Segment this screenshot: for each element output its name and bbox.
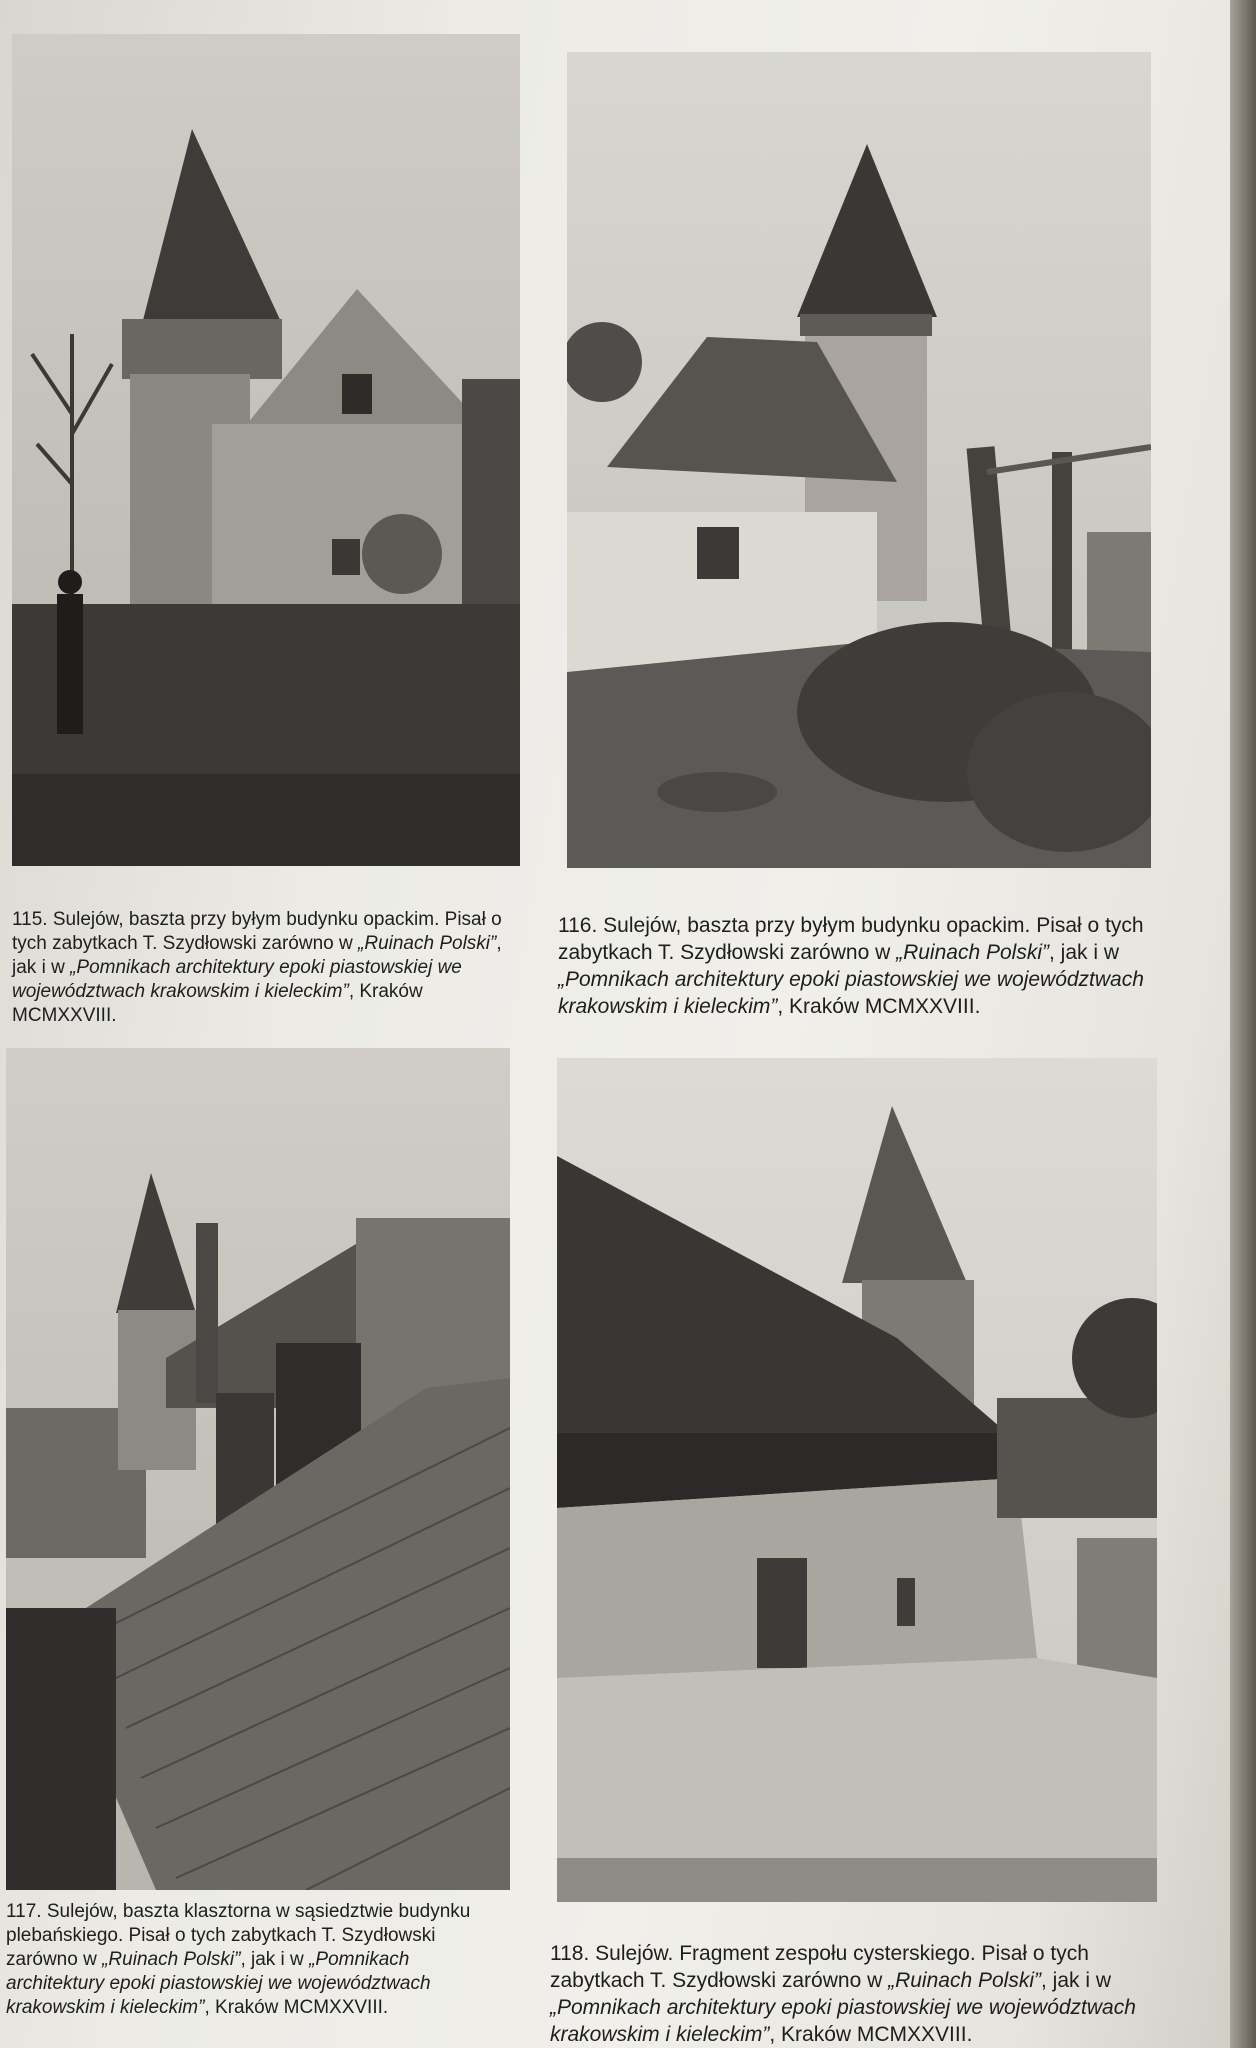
caption-text: Sulejów. Fragment zespołu cysterskiego. Pisał o tych zabytkach T. Szydłowski zarówno w: [550, 1942, 1089, 1992]
caption-text: , Kraków MCMXXVIII.: [12, 981, 423, 1026]
caption-title: „Ruinach Polski”: [896, 941, 1049, 964]
caption-text: , jak i w: [1040, 1969, 1111, 1992]
caption-text: , jak i w: [1048, 941, 1119, 964]
caption-text: , Kraków MCMXXVIII.: [204, 1997, 389, 2018]
caption-number: 117.: [6, 1901, 42, 1922]
caption-118: [550, 1940, 1170, 2048]
caption-title: „Ruinach Polski”: [102, 1949, 241, 1970]
caption-117: [6, 1900, 510, 2020]
caption-number: 115.: [12, 909, 48, 930]
photo-118: [557, 1058, 1157, 1902]
photo-117: [6, 1048, 510, 1890]
caption-title: „Pomnikach architektury epoki piastowskiej we województwach krakowskim i kieleckim”: [12, 957, 462, 1002]
caption-text: , Kraków MCMXXVIII.: [769, 2023, 973, 2046]
caption-title: „Ruinach Polski”: [358, 933, 497, 954]
caption-text: Sulejów, baszta przy byłym budynku opackim. Pisał o tych zabytkach T. Szydłowski zarówno w: [558, 914, 1144, 964]
caption-text: , Kraków MCMXXVIII.: [777, 995, 981, 1018]
caption-116: [558, 912, 1156, 1020]
caption-text: Sulejów, baszta klasztorna w sąsiedztwie budynku plebańskiego. Pisał o tych zabytkach T. Szydłowski zarówno w: [6, 1901, 471, 1970]
caption-text: , jak i w: [12, 933, 502, 978]
page-edge: [1230, 0, 1256, 2048]
caption-title: „Pomnikach architektury epoki piastowskiej we województwach krakowskim i kieleckim”: [558, 968, 1144, 1018]
photo-116: [567, 52, 1151, 868]
caption-title: „Pomnikach architektury epoki piastowskiej we województwach krakowskim i kieleckim”: [550, 1996, 1136, 2046]
caption-115: [12, 908, 522, 1028]
caption-number: 118.: [550, 1942, 590, 1965]
caption-text: , jak i w: [240, 1949, 310, 1970]
caption-title: „Ruinach Polski”: [888, 1969, 1041, 1992]
caption-number: 116.: [558, 914, 598, 937]
caption-text: Sulejów, baszta przy byłym budynku opackim. Pisał o tych zabytkach T. Szydłowski zarówno w: [12, 909, 502, 954]
photo-115: [12, 34, 520, 866]
caption-title: „Pomnikach architektury epoki piastowskiej we województwach krakowskim i kieleckim”: [6, 1949, 431, 2018]
